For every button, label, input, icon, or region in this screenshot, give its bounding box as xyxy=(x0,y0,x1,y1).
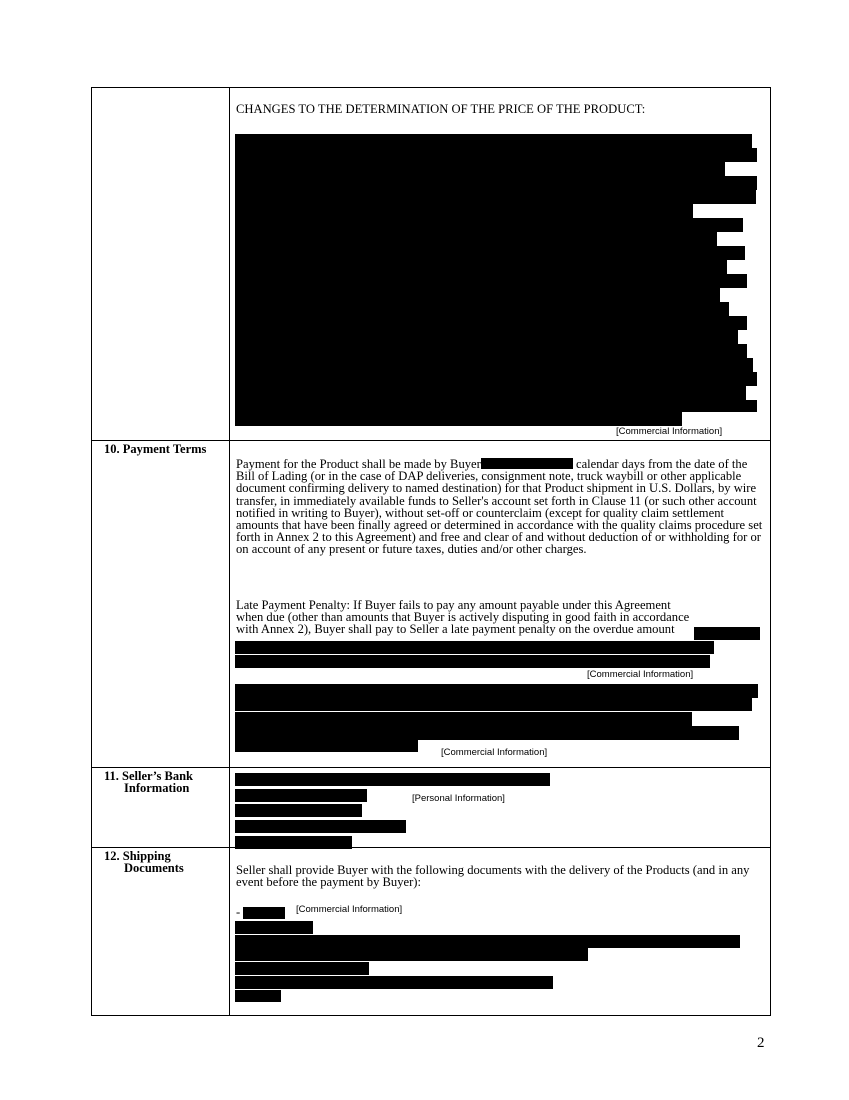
payment-terms-paragraph xyxy=(236,458,766,556)
bank-label-line2: Information xyxy=(124,781,190,795)
page-number: 2 xyxy=(757,1035,765,1051)
redaction-bar xyxy=(235,836,352,849)
shipping-docs-paragraph: Seller shall provide Buyer with the following documents with the delivery of the Products (and in any event before the payment by Buyer): xyxy=(236,863,750,890)
redaction-bar xyxy=(235,990,281,1002)
shipping-bullet: - xyxy=(236,905,241,919)
redaction-bar xyxy=(235,274,747,288)
redaction-tag: [Commercial Information] xyxy=(616,426,723,437)
row-divider xyxy=(91,767,771,768)
column-divider xyxy=(229,87,230,1016)
redaction-bar xyxy=(235,218,743,232)
redaction-bar xyxy=(235,948,588,961)
redaction-bar xyxy=(694,627,760,640)
row-divider xyxy=(91,440,771,441)
row-divider xyxy=(91,847,771,848)
redaction-bar xyxy=(235,288,720,302)
redaction-bar xyxy=(235,302,729,316)
late-payment-paragraph: Late Payment Penalty: If Buyer fails to pay any amount payable under this Agreement when due (other than amounts that Buyer is actively disputing in good faith in accordance with Annex 2), Buyer shall pay to Seller a late payment penalty on the overdue amount xyxy=(236,598,690,637)
redaction-bar xyxy=(235,204,693,218)
redaction-tag: [Personal Information] xyxy=(412,793,505,804)
redaction-bar xyxy=(235,804,362,817)
redaction-bar xyxy=(235,134,752,148)
redaction-bar xyxy=(235,412,682,426)
redaction-bar xyxy=(235,740,418,752)
redaction-tag: [Commercial Information] xyxy=(296,904,403,915)
redaction-bar xyxy=(235,789,367,802)
redaction-bar xyxy=(235,344,747,358)
redaction-bar xyxy=(235,372,757,386)
redaction-bar xyxy=(235,330,738,344)
redaction-bar xyxy=(235,773,550,786)
redaction-bar xyxy=(235,712,692,726)
redaction-tag: [Commercial Information] xyxy=(441,747,548,758)
redaction-bar xyxy=(235,162,725,176)
redaction-bar xyxy=(235,190,756,204)
section-label-bank-info xyxy=(104,770,193,794)
bank-label-line1: 11. Seller’s Bank xyxy=(104,769,194,783)
redaction-bar xyxy=(235,684,758,698)
redaction-bar xyxy=(235,358,753,372)
redaction-bar xyxy=(235,698,752,711)
payment-terms-text-a: Payment for the Product shall be made by Buyer xyxy=(236,457,481,471)
redaction-bar xyxy=(243,907,285,919)
redaction-bar xyxy=(235,655,710,668)
redaction-bar xyxy=(235,935,740,948)
shipping-label-line2: Documents xyxy=(124,861,184,875)
redaction-bar xyxy=(235,820,406,833)
redaction-bar xyxy=(235,976,553,989)
redaction-bar xyxy=(481,458,573,469)
redaction-bar xyxy=(235,921,313,934)
section-label-shipping-docs xyxy=(104,850,184,874)
shipping-label-line1: 12. Shipping xyxy=(104,849,171,863)
redaction-bar xyxy=(235,260,727,274)
redaction-bar xyxy=(235,232,717,246)
redaction-bar xyxy=(235,962,369,975)
redaction-bar xyxy=(235,176,757,190)
redaction-bar xyxy=(235,386,746,400)
redaction-bar xyxy=(235,316,747,330)
redaction-bar xyxy=(235,148,757,162)
redaction-bar xyxy=(235,400,757,412)
section-label-payment-terms: 10. Payment Terms xyxy=(104,442,207,456)
payment-terms-text-b: calendar days from the date of the Bill of Lading (or in the case of DAP deliveries, consignment note, truck waybill or other applicable document confirming delivery to named destination) for that Product shipment in U.S. Dollars, by wire transfer, in immediately available funds to Seller's account set forth in Clause 11 (or such other account notified in writing to Buyer), without set-off or counterclaim (except for quality claim settlement amounts that have been finally agreed or determined in accordance with the quality claims procedure set forth in Annex 2 to this Agreement) and free and clear of and without deduction of or withholding for or on account of any present or future taxes, duties and/or other charges. xyxy=(236,457,763,557)
redaction-bar xyxy=(235,641,714,654)
price-changes-heading: CHANGES TO THE DETERMINATION OF THE PRICE OF THE PRODUCT: xyxy=(236,102,646,116)
redaction-tag: [Commercial Information] xyxy=(587,669,694,680)
redaction-bar xyxy=(235,246,745,260)
redaction-bar xyxy=(235,726,739,740)
